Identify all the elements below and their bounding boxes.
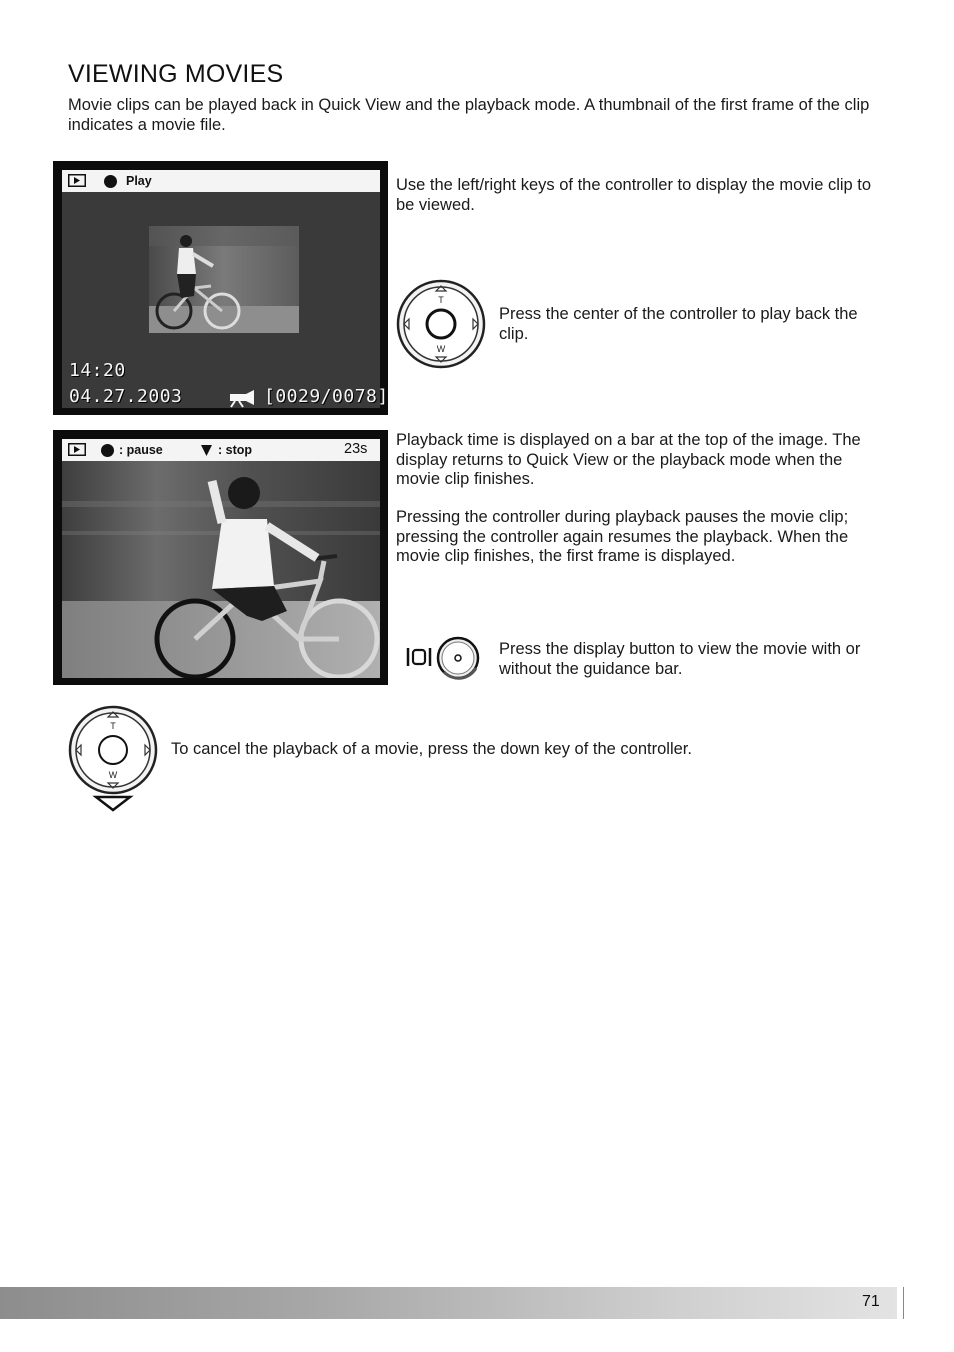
clip-time: 14:20	[69, 360, 126, 381]
movie-thumbnail-image	[149, 226, 299, 333]
controller-down-key-icon	[66, 705, 160, 815]
step4-text: Press the display button to view the movie with or without the guidance bar.	[499, 640, 861, 678]
controller-center-press-icon	[396, 279, 486, 369]
playback-time: 23s	[344, 441, 368, 457]
clip-date: 04.27.2003	[69, 386, 183, 407]
center-button-icon	[104, 175, 117, 188]
step1-text: Use the left/right keys of the controller to display the movie clip to be viewed.	[396, 176, 872, 214]
center-button-icon	[101, 444, 114, 457]
down-arrow-icon	[96, 797, 130, 810]
step3a-text: Playback time is displayed on a bar at the top of the image. The display returns to Quick View or the playback mode when the movie clip finishes.	[396, 431, 861, 488]
page-title: VIEWING MOVIES	[68, 60, 284, 88]
controller-w-label: W	[108, 770, 118, 780]
pause-label: : pause	[119, 443, 163, 457]
footer-bar	[0, 1287, 897, 1319]
step2-text: Press the center of the controller to play back the clip.	[499, 305, 858, 343]
display-button-icon	[404, 634, 482, 682]
footer-edge	[899, 1287, 904, 1319]
frame-counter: [0029/0078]	[264, 386, 389, 407]
lcd-display	[62, 170, 389, 408]
lcd-display	[62, 439, 380, 678]
controller-w-label: W	[436, 344, 446, 354]
stop-label: : stop	[218, 443, 253, 457]
guidance-bar	[62, 439, 380, 461]
playback-icon	[68, 443, 86, 456]
controller-t-label: T	[110, 721, 116, 731]
step3b-text: Pressing the controller during playback pauses the movie clip; pressing the controller again resumes the playback. When the movie clip finishes, the first frame is displayed.	[396, 508, 849, 565]
camera-screen-movie-playback	[53, 430, 388, 685]
guidance-bar	[62, 170, 380, 192]
step5-text: To cancel the playback of a movie, press the down key of the controller.	[171, 740, 692, 758]
movie-playback-image	[62, 461, 380, 678]
play-label: Play	[126, 174, 152, 188]
controller-t-label: T	[438, 295, 444, 305]
playback-icon	[68, 174, 86, 187]
stop-triangle-icon	[200, 444, 213, 457]
movie-camera-icon	[228, 388, 256, 408]
intro-text: Movie clips can be played back in Quick View and the playback mode. A thumbnail of the first frame of the clip indicates a movie file.	[68, 96, 870, 134]
page-number: 71	[862, 1293, 880, 1310]
camera-screen-quick-view	[53, 161, 388, 415]
